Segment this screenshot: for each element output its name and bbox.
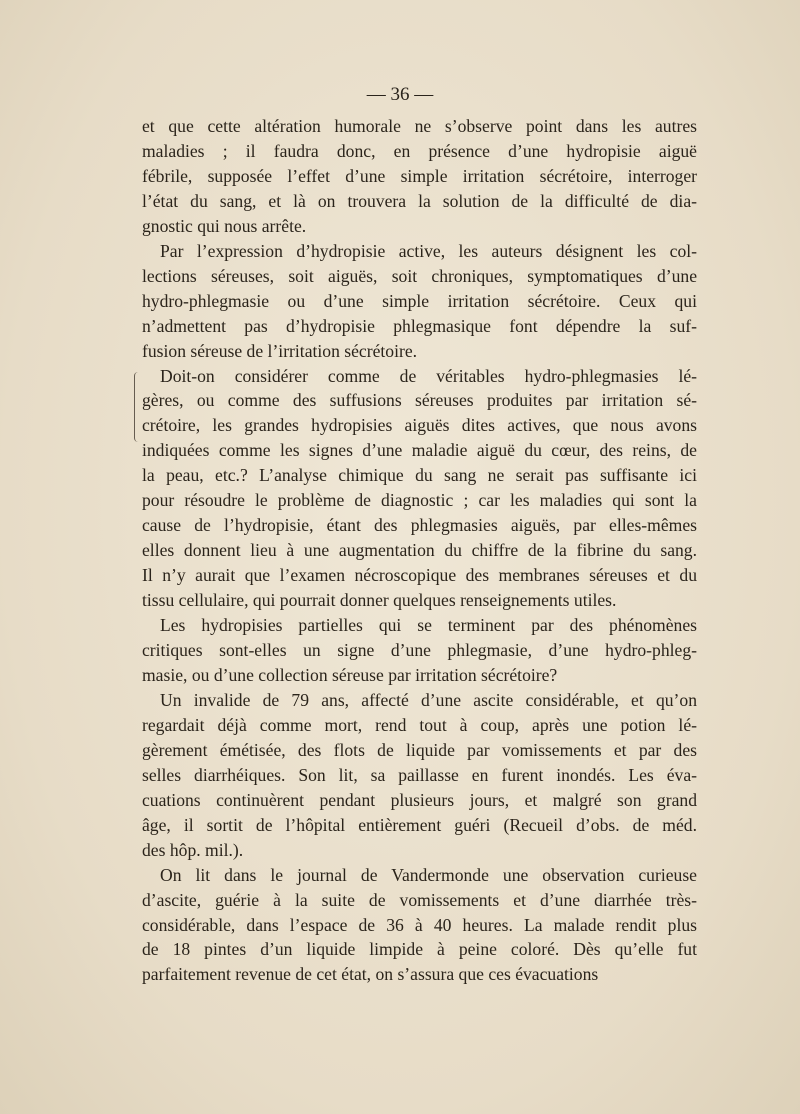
text-line: masie, ou d’une collection séreuse par irritation sécrétoire? xyxy=(142,664,558,685)
text-line: pour résoudre le problème de diagnostic ; car les maladies qui sont la xyxy=(142,490,697,511)
text-line: fébrile, supposée l’effet d’une simple irritation sécrétoire, interroger xyxy=(142,165,697,186)
text-line: On lit dans le journal de Vandermonde une observation curieuse xyxy=(160,864,697,885)
text-line: maladies ; il faudra donc, en présence d’une hydropisie aiguë xyxy=(142,140,697,161)
text-line: gnostic qui nous arrête. xyxy=(142,215,307,236)
text-line: tissu cellulaire, qui pourrait donner quelques renseignements utiles. xyxy=(142,590,617,611)
page-number: — 36 — xyxy=(366,84,434,105)
text-line: Les hydropisies partielles qui se terminent par des phénomènes xyxy=(160,615,697,636)
margin-bracket-mark xyxy=(134,372,141,442)
text-line: parfaitement revenue de cet état, on s’assura que ces évacuations xyxy=(142,964,599,985)
text-line: n’admettent pas d’hydropisie phlegmasique font dépendre la suf- xyxy=(142,315,697,336)
text-line: âge, il sortit de l’hôpital entièrement guéri (Recueil d’obs. de méd. xyxy=(142,814,697,835)
body-text xyxy=(142,114,697,987)
text-line: regardait déjà comme mort, rend tout à coup, après une potion lé- xyxy=(142,714,697,735)
text-line: fusion séreuse de l’irritation sécrétoire. xyxy=(142,340,418,361)
text-line: cuations continuèrent pendant plusieurs jours, et malgré son grand xyxy=(142,789,697,810)
text-line: Un invalide de 79 ans, affecté d’une ascite considérable, et qu’on xyxy=(160,689,697,710)
paragraph xyxy=(142,688,697,863)
paragraph xyxy=(142,863,697,988)
text-line: des hôp. mil.). xyxy=(142,839,244,860)
paragraph xyxy=(142,239,697,364)
text-line: la peau, etc.? L’analyse chimique du sang ne serait pas suffisante ici xyxy=(142,465,697,486)
paragraph xyxy=(142,613,697,688)
text-line: hydro-phlegmasie ou d’une simple irritation sécrétoire. Ceux qui xyxy=(142,290,697,311)
text-line: gères, ou comme des suffusions séreuses produites par irritation sé- xyxy=(142,390,697,411)
text-line: et que cette altération humorale ne s’observe point dans les autres xyxy=(142,116,697,136)
text-line: d’ascite, guérie à la suite de vomissements et d’une diarrhée très- xyxy=(142,889,697,910)
text-line: selles diarrhéiques. Son lit, sa paillasse en furent inondés. Les éva- xyxy=(142,764,697,785)
paragraph xyxy=(142,364,697,614)
text-line: de 18 pintes d’un liquide limpide à peine coloré. Dès qu’elle fut xyxy=(142,939,697,960)
text-line: cause de l’hydropisie, étant des phlegmasies aiguës, par elles-mêmes xyxy=(142,515,697,536)
text-line: indiquées comme les signes d’une maladie aiguë du cœur, des reins, de xyxy=(142,440,697,461)
text-line: elles donnent lieu à une augmentation du chiffre de la fibrine du sang. xyxy=(142,540,697,561)
text-line: considérable, dans l’espace de 36 à 40 heures. La malade rendit plus xyxy=(142,914,697,935)
text-line: crétoire, les grandes hydropisies aiguës dites actives, que nous avons xyxy=(142,415,697,436)
text-line: Il n’y aurait que l’examen nécroscopique des membranes séreuses et du xyxy=(142,565,697,586)
text-line: l’état du sang, et là on trouvera la solution de la difficulté de dia- xyxy=(142,190,697,211)
text-line: lections séreuses, soit aiguës, soit chroniques, symptomatiques d’une xyxy=(142,265,697,286)
paragraph xyxy=(142,114,697,239)
text-line: gèrement émétisée, des flots de liquide par vomissements et par des xyxy=(142,739,697,760)
text-line: Par l’expression d’hydropisie active, les auteurs désignent les col- xyxy=(160,240,697,261)
text-line: critiques sont-elles un signe d’une phlegmasie, d’une hydro-phleg- xyxy=(142,640,697,661)
text-line: Doit-on considérer comme de véritables hydro-phlegmasies lé- xyxy=(160,365,697,386)
